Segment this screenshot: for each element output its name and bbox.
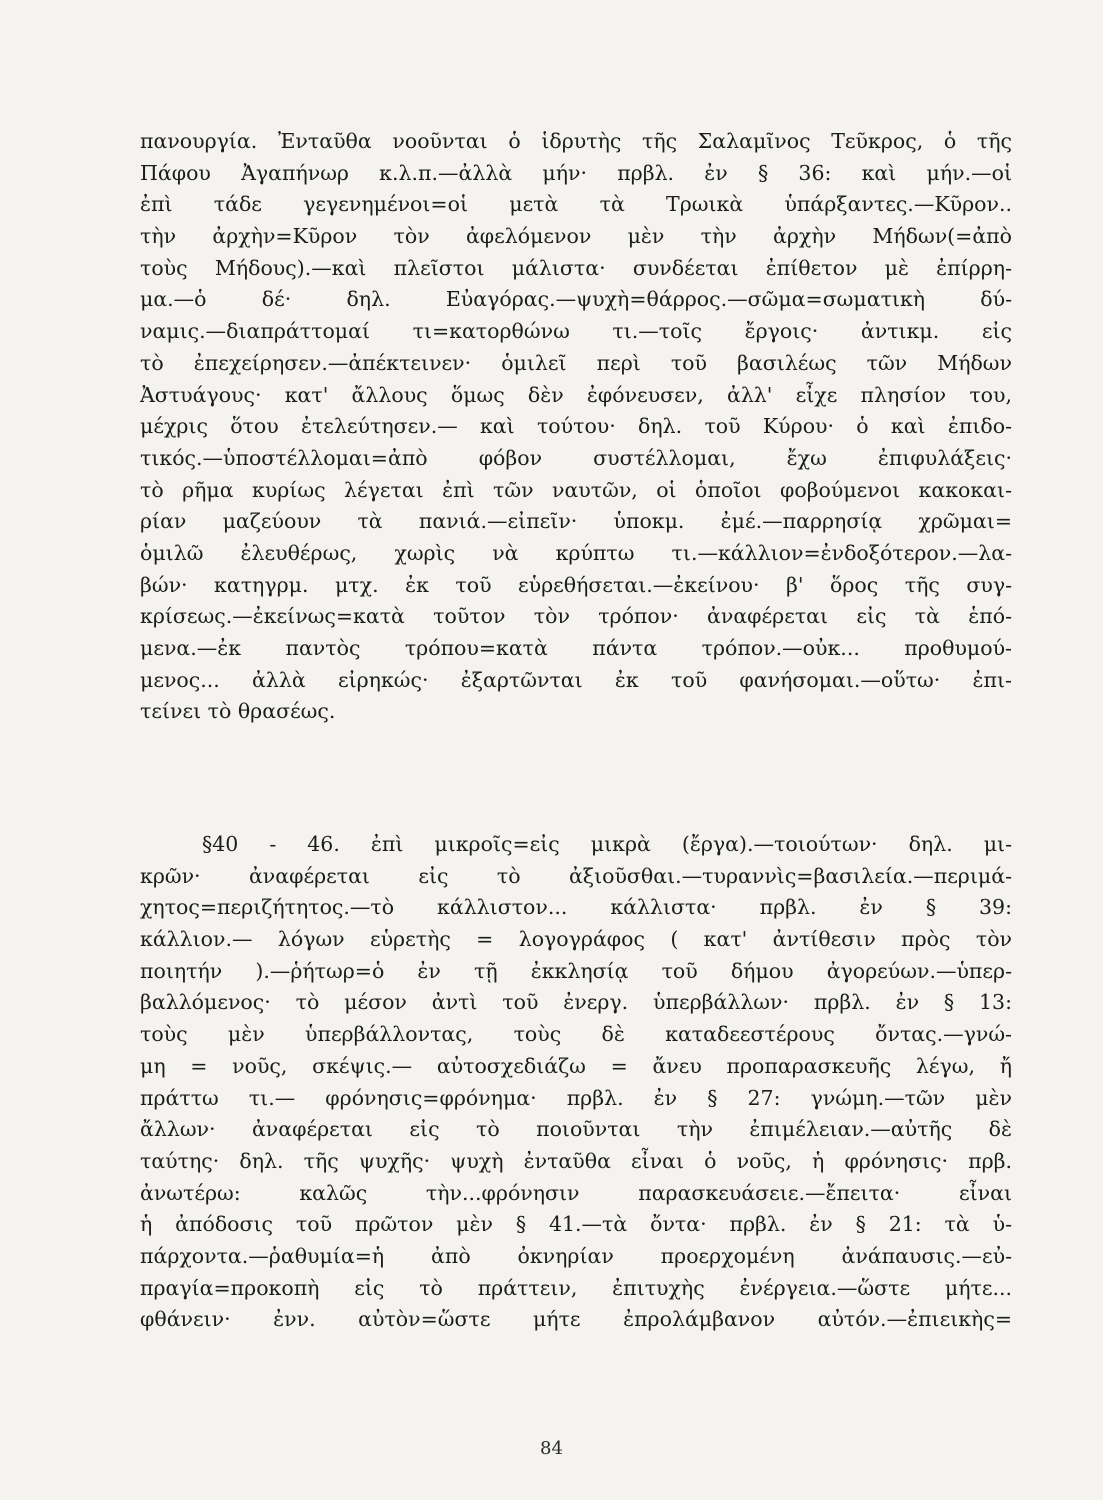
text-line: Ἀστυάγους· κατ' ἄλλους ὅμως δὲν ἐφόνευσεν, ἀλλ' εἶχε πλησίον του,: [140, 382, 1012, 407]
text-line: ταύτης· δηλ. τῆς ψυχῆς· ψυχὴ ἐνταῦθα εἶναι ὁ νοῦς, ἡ φρόνησις· πρβ.: [140, 1148, 1012, 1173]
text-line: τοὺς μὲν ὑπερβάλλοντας, τοὺς δὲ καταδεεστέρους ὄντας.—γνώ-: [140, 1022, 1012, 1047]
text-line: μα.—ὁ δέ· δηλ. Εὐαγόρας.—ψυχὴ=θάρρος.—σῶμα=σωματικὴ δύ-: [140, 287, 1012, 312]
text-line: κάλλιον.— λόγων εὑρετὴς = λογογράφος ( κατ' ἀντίθεσιν πρὸς τὸν: [140, 927, 1012, 952]
text-line: τὸ ἐπεχείρησεν.—ἀπέκτεινεν· ὁμιλεῖ περὶ τοῦ βασιλέως τῶν Μήδων: [140, 350, 1012, 375]
text-line: ἀνωτέρω: καλῶς τὴν...φρόνησιν παρασκευάσειε.—ἔπειτα· εἶναι: [140, 1180, 1012, 1205]
text-line: βών· κατηγρμ. μτχ. ἐκ τοῦ εὑρεθήσεται.—ἐκείνου· β' ὅρος τῆς συγ-: [140, 572, 1012, 597]
text-line: τοὺς Μήδους).—καὶ πλεῖστοι μάλιστα· συνδέεται ἐπίθετον μὲ ἐπίρρη-: [140, 255, 1012, 280]
text-line: ἄλλων· ἀναφέρεται εἰς τὸ ποιοῦνται τὴν ἐπιμέλειαν.—αὐτῆς δὲ: [140, 1117, 1012, 1142]
text-line: §40 - 46. ἐπὶ μικροῖς=εἰς μικρὰ (ἔργα).—τοιούτων· δηλ. μι-: [202, 832, 1012, 856]
text-line: ναμις.—διαπράττομαί τι=κατορθώνω τι.—τοῖς ἔργοις· ἀντικμ. εἰς: [140, 319, 1012, 344]
text-line: φθάνειν· ἐνν. αὐτὸν=ὥστε μήτε ἐπρολάμβανον αὐτόν.—ἐπιεικὴς=: [140, 1307, 1012, 1332]
text-line: τὸ ρῆμα κυρίως λέγεται ἐπὶ τῶν ναυτῶν, οἱ ὁποῖοι φοβούμενοι κακοκαι-: [140, 477, 1012, 502]
text-line: κρῶν· ἀναφέρεται εἰς τὸ ἀξιοῦσθαι.—τυραννὶς=βασιλεία.—περιμά-: [140, 863, 1012, 888]
text-line: πανουργία. Ἐνταῦθα νοοῦνται ὁ ἱδρυτὴς τῆς Σαλαμῖνος Τεῦκρος, ὁ τῆς: [140, 129, 1012, 153]
text-line: μέχρις ὅτου ἐτελεύτησεν.— καὶ τούτου· δηλ. τοῦ Κύρου· ὁ καὶ ἐπιδο-: [140, 414, 1012, 439]
text-line: μη = νοῦς, σκέψις.— αὐτοσχεδιάζω = ἄνευ προπαρασκευῆς λέγω, ἤ: [140, 1053, 1012, 1078]
text-line: ἐπὶ τάδε γεγενημένοι=οἱ μετὰ τὰ Τρωικὰ ὑπάρξαντες.—Κῦρον..: [140, 192, 1012, 217]
text-line: πράττω τι.— φρόνησις=φρόνημα· πρβλ. ἐν § 27: γνώμη.—τῶν μὲν: [140, 1085, 1012, 1110]
text-line: μενος... ἀλλὰ εἰρηκώς· ἐξαρτῶνται ἐκ τοῦ φανήσομαι.—οὕτω· ἐπι-: [140, 667, 1012, 692]
text-line: τὴν ἀρχὴν=Κῦρον τὸν ἀφελόμενον μὲν τὴν ἀρχὴν Μήδων(=ἀπὸ: [140, 224, 1012, 249]
text-line: ποιητήν ).—ῥήτωρ=ὁ ἐν τῇ ἐκκλησίᾳ τοῦ δήμου ἀγορεύων.—ὑπερ-: [140, 958, 1012, 983]
text-line: βαλλόμενος· τὸ μέσον ἀντὶ τοῦ ἐνεργ. ὑπερβάλλων· πρβλ. ἐν § 13:: [140, 990, 1012, 1015]
text-line: Πάφου Ἀγαπήνωρ κ.λ.π.—ἀλλὰ μήν· πρβλ. ἐν § 36: καὶ μήν.—οἱ: [140, 160, 1012, 185]
text-line: κρίσεως.—ἐκείνως=κατὰ τοῦτον τὸν τρόπον· ἀναφέρεται εἰς τὰ ἑπό-: [140, 604, 1012, 629]
text-line: τικός.—ὑποστέλλομαι=ἀπὸ φόβον συστέλλομαι, ἔχω ἐπιφυλάξεις·: [140, 445, 1012, 470]
page-number: 84: [540, 1438, 563, 1459]
text-line: χητος=περιζήτητος.—τὸ κάλλιστον... κάλλιστα· πρβλ. ἐν § 39:: [140, 895, 1012, 920]
text-line: πραγία=προκοπὴ εἰς τὸ πράττειν, ἐπιτυχὴς ἐνέργεια.—ὥστε μήτε...: [140, 1275, 1012, 1300]
text-line: ρίαν μαζεύουν τὰ πανιά.—εἰπεῖν· ὑποκμ. ἐμέ.—παρρησίᾳ χρῶμαι=: [140, 509, 1012, 534]
text-line: ἡ ἀπόδοσις τοῦ πρῶτον μὲν § 41.—τὰ ὄντα· πρβλ. ἐν § 21: τὰ ὑ-: [140, 1212, 1012, 1237]
text-line: μενα.—ἐκ παντὸς τρόπου=κατὰ πάντα τρόπον.—οὐκ... προθυμού-: [140, 636, 1012, 660]
text-line: τείνει τὸ θρασέως.: [140, 699, 336, 724]
paragraph-1: [140, 126, 1012, 728]
paragraph-2: [140, 829, 1012, 1336]
text-line: ὁμιλῶ ἐλευθέρως, χωρὶς νὰ κρύπτω τι.—κάλλιον=ἐνδοξότερον.—λα-: [140, 540, 1012, 565]
text-line: πάρχοντα.—ῥαθυμία=ἡ ἀπὸ ὀκνηρίαν προερχομένη ἀνάπαυσις.—εὐ-: [140, 1243, 1012, 1268]
